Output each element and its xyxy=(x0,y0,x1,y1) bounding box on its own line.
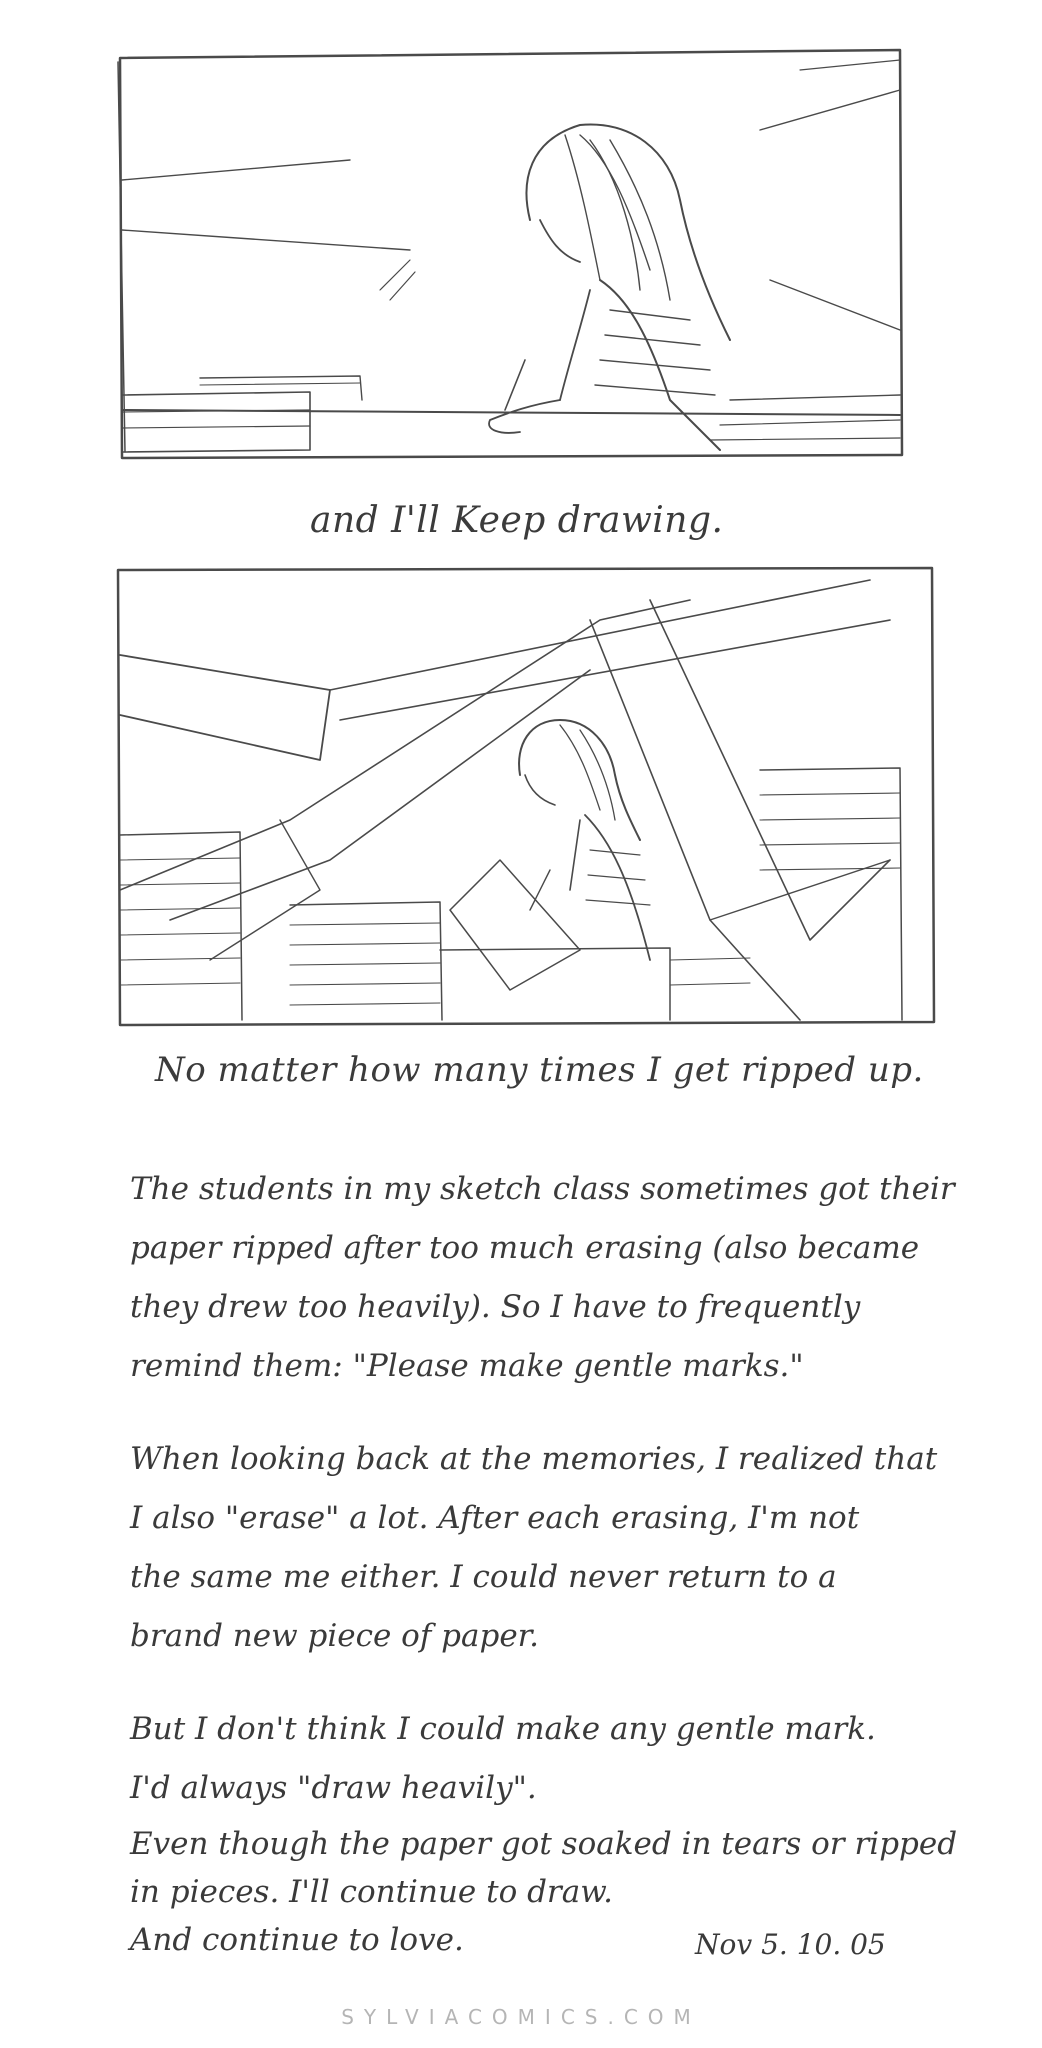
comic-panel-ripped-paper xyxy=(110,560,940,1030)
text-line: they drew too heavily). So I have to frequently xyxy=(130,1289,861,1325)
text-line: When looking back at the memories, I realized that xyxy=(130,1441,938,1477)
text-line: And continue to love. xyxy=(130,1922,464,1958)
text-line: paper ripped after too much erasing (also became xyxy=(130,1230,920,1266)
text-line: I'd always "draw heavily". xyxy=(130,1770,537,1806)
text-line: The students in my sketch class sometimes got their xyxy=(130,1171,955,1207)
text-line: But I don't think I could make any gentle mark. xyxy=(130,1711,876,1747)
text-line: remind them: "Please make gentle marks." xyxy=(130,1348,804,1384)
comic-panel-girl-drawing xyxy=(110,40,910,470)
paragraph-memories xyxy=(130,1430,938,1666)
site-footer-url: SYLVIACOMICS.COM xyxy=(341,2005,701,2029)
paragraph-gentle-mark xyxy=(130,1700,930,1818)
caption-ripped-up: No matter how many times I get ripped up. xyxy=(155,1050,924,1090)
text-line: in pieces. I'll continue to draw. xyxy=(130,1874,613,1910)
text-line: Even though the paper got soaked in tears or ripped xyxy=(130,1826,958,1862)
caption-keep-drawing: and I'll Keep drawing. xyxy=(310,500,724,541)
text-line: I also "erase" a lot. After each erasing, I'm not xyxy=(130,1500,860,1536)
date-signature: Nov 5. 10. 05 xyxy=(695,1928,886,1961)
text-line: the same me either. I could never return to a xyxy=(130,1559,837,1595)
text-line: brand new piece of paper. xyxy=(130,1618,539,1654)
paragraph-sketch-class xyxy=(130,1160,955,1396)
